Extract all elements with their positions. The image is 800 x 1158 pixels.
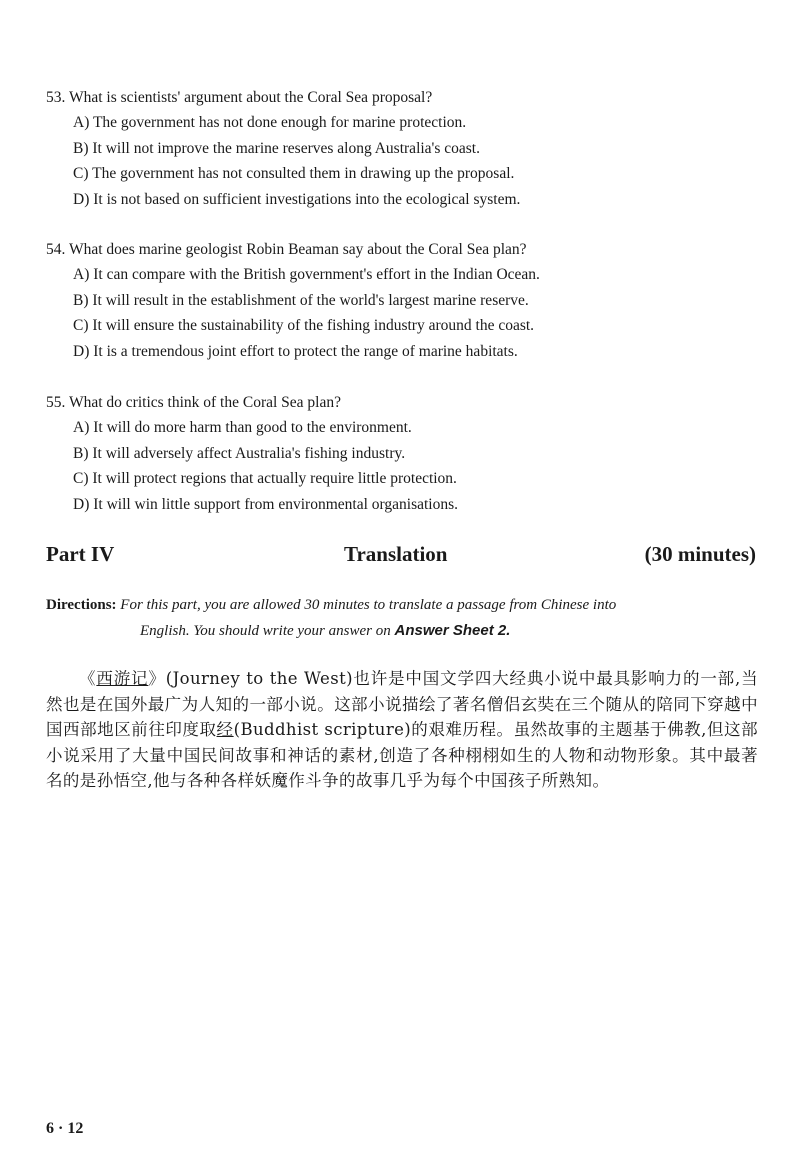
option-a: A) It can compare with the British government's effort in the Indian Ocean. bbox=[73, 266, 540, 283]
passage-text-1: 》(Journey to the West)也许是中国文学四大经典小说中最具影响力的一部,当然也是在国外最广为人知的一部小说。这部小说描绘了著名僧侣玄奘在三个随从的陪同下穿越中国西部地区前往印度取 bbox=[46, 669, 759, 739]
question-stem: 53. What is scientists' argument about the Coral Sea proposal? bbox=[46, 89, 433, 106]
passage-open-bracket: 《 bbox=[79, 669, 97, 688]
option-c: C) It will protect regions that actually require little protection. bbox=[73, 470, 457, 487]
question-stem: 55. What do critics think of the Coral Sea plan? bbox=[46, 394, 341, 411]
passage-book-title: 西游记 bbox=[96, 669, 149, 688]
option-a: A) It will do more harm than good to the environment. bbox=[73, 419, 412, 436]
question-54 bbox=[46, 237, 766, 364]
option-b: B) It will adversely affect Australia's fishing industry. bbox=[73, 444, 406, 462]
passage-text-2: (Buddhist scripture)的艰难历程。虽然故事的主题基于佛教,但这部小说采用了大量中国民间故事和神话的素材,创造了各种栩栩如生的人物和动物形象。其中最著名的是孙悟空,他与各种各样妖魔作斗争的故事几乎为每个中国孩子所熟知。 bbox=[46, 720, 758, 790]
option-d: D) It will win little support from environmental organisations. bbox=[73, 495, 459, 513]
page-number: 6 · 12 bbox=[46, 1120, 84, 1137]
directions-text-line2: English. You should write your answer on bbox=[140, 623, 395, 639]
part-header bbox=[46, 542, 756, 576]
question-53 bbox=[46, 85, 766, 212]
directions-text-line1: For this part, you are allowed 30 minutes to translate a passage from Chinese into bbox=[120, 597, 617, 613]
answer-sheet-label: Answer Sheet 2. bbox=[394, 622, 511, 639]
directions-label: Directions: bbox=[46, 597, 117, 613]
question-stem: 54. What does marine geologist Robin Beaman say about the Coral Sea plan? bbox=[46, 241, 527, 258]
option-a: A) The government has not done enough for marine protection. bbox=[73, 114, 467, 131]
directions bbox=[46, 593, 758, 644]
question-55 bbox=[46, 390, 766, 517]
option-d: D) It is not based on sufficient investigations into the ecological system. bbox=[73, 190, 521, 208]
part-time: (30 minutes) bbox=[644, 542, 756, 566]
option-c: C) It will ensure the sustainability of the fishing industry around the coast. bbox=[73, 317, 535, 334]
option-d: D) It is a tremendous joint effort to protect the range of marine habitats. bbox=[73, 342, 518, 360]
option-c: C) The government has not consulted them in drawing up the proposal. bbox=[73, 165, 515, 182]
part-title: Translation bbox=[344, 542, 448, 566]
translation-passage bbox=[46, 666, 758, 794]
part-label: Part IV bbox=[46, 542, 115, 566]
option-b: B) It will result in the establishment of the world's largest marine reserve. bbox=[73, 291, 529, 309]
option-b: B) It will not improve the marine reserves along Australia's coast. bbox=[73, 139, 480, 157]
passage-underlined-term: 经 bbox=[216, 720, 234, 739]
